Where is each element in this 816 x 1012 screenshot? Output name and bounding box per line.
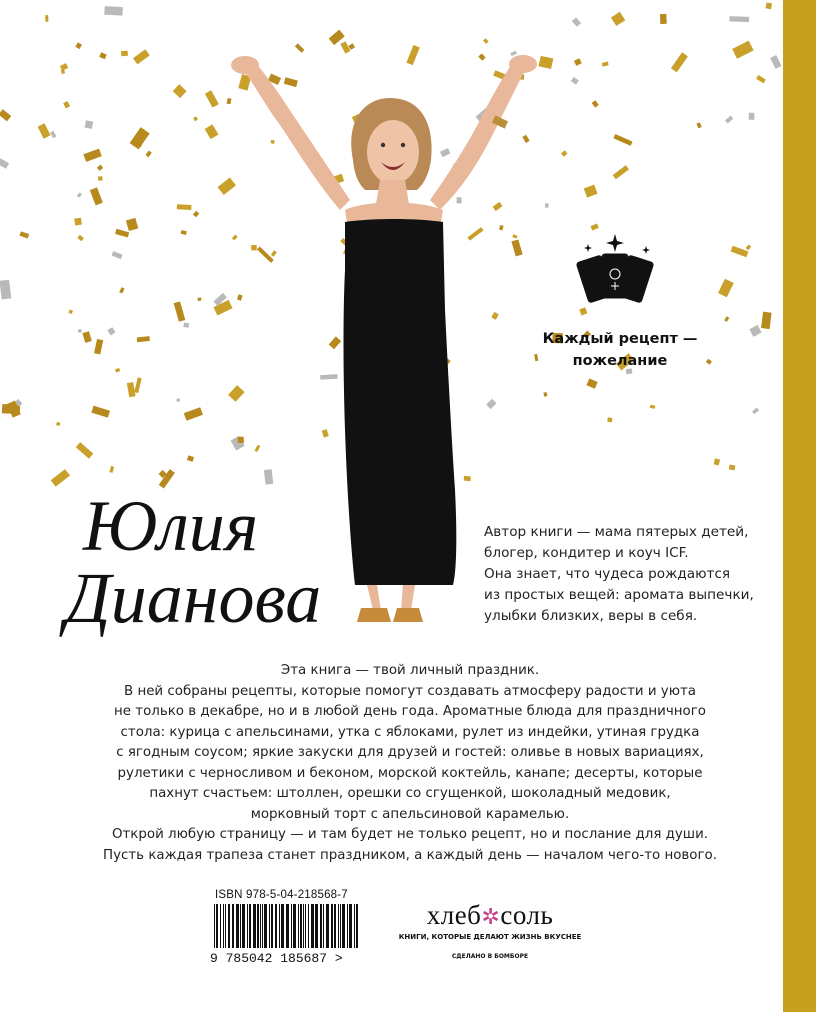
logo-part2: соль (500, 900, 554, 930)
description-line: Эта книга — твой личный праздник. (280, 663, 540, 678)
barcode-bar (214, 904, 215, 948)
confetti-piece (115, 368, 120, 373)
confetti-piece (181, 230, 187, 235)
confetti-piece (197, 297, 201, 301)
confetti-piece (99, 52, 107, 59)
confetti-piece (193, 116, 198, 121)
confetti-piece (183, 323, 189, 328)
description-line: Открой любую страницу — и там будет не только рецепт, но и послание для души. (111, 827, 709, 842)
confetti-piece (732, 41, 753, 59)
confetti-piece (45, 15, 48, 22)
description-line: Пусть каждая трапеза станет праздником, а каждый день — началом чего-то нового. (103, 847, 717, 863)
confetti-piece (115, 229, 129, 238)
barcode-bar (342, 904, 345, 948)
confetti-piece (82, 331, 91, 343)
confetti-piece (184, 407, 203, 420)
barcode-bar (298, 904, 299, 948)
barcode-bar (228, 904, 230, 948)
barcode-bar (253, 904, 256, 948)
gold-spine-stripe (783, 0, 816, 1012)
barcode-bar (257, 904, 259, 948)
barcode-bar (279, 904, 280, 948)
confetti-piece (752, 408, 759, 415)
confetti-piece (483, 38, 489, 44)
confetti-piece (590, 223, 598, 230)
confetti-piece (134, 377, 141, 393)
confetti-piece (766, 2, 772, 9)
confetti-piece (119, 287, 124, 293)
barcode-bar (320, 904, 322, 948)
barcode-bar (249, 904, 251, 948)
confetti-piece (20, 231, 30, 238)
confetti-piece (586, 378, 597, 388)
barcode-bar (269, 904, 270, 948)
confetti-piece (78, 329, 82, 333)
barcode-bar (338, 904, 339, 948)
author-first-name: Юлия (83, 486, 259, 566)
barcode-bar (281, 904, 284, 948)
confetti-piece (714, 458, 721, 465)
confetti-piece (725, 115, 733, 123)
barcode-bar (326, 904, 329, 948)
confetti-piece (75, 42, 82, 49)
confetti-piece (571, 77, 579, 85)
confetti-piece (90, 187, 103, 205)
confetti-piece (112, 251, 123, 259)
description-line: В ней собраны рецепты, которые помогут создавать атмосферу радости и уюта (124, 683, 696, 699)
confetti-piece (611, 12, 625, 26)
confetti-piece (133, 49, 150, 64)
book-description (60, 661, 760, 866)
barcode-bar (331, 904, 333, 948)
confetti-piece (121, 51, 128, 57)
barcode-digits: 9 785042 185687 > (210, 951, 343, 966)
confetti-piece (746, 245, 752, 251)
isbn-text: ISBN 978-5-04-218568-7 (215, 889, 348, 901)
barcode-bar (286, 904, 289, 948)
barcode-bar (291, 904, 292, 948)
confetti-piece (756, 75, 766, 83)
confetti-piece (83, 149, 101, 162)
confetti-piece (145, 151, 151, 158)
barcode-bar (260, 904, 261, 948)
description-line: стола: курица с апельсинами, утка с яблоками, рулет из индейки, утиная грудка (120, 724, 700, 740)
author-last-name: Дианова (65, 558, 322, 638)
confetti-piece (584, 185, 598, 198)
confetti-piece (38, 123, 51, 138)
publisher-block (390, 900, 590, 960)
author-name (55, 472, 355, 642)
description-line: рулетики с черносливом и беконом, морской коктейль, канапе; десерты, которые (117, 765, 703, 781)
bio-line: из простых вещей: аромата выпечки, (484, 587, 754, 603)
confetti-piece (718, 279, 734, 298)
confetti-piece (126, 218, 138, 231)
confetti-piece (731, 246, 749, 257)
confetti-piece (104, 6, 123, 16)
confetti-piece (607, 417, 612, 422)
barcode-bar (240, 904, 241, 948)
confetti-piece (137, 336, 150, 342)
confetti-piece (91, 406, 110, 418)
publisher-logo (390, 900, 590, 931)
barcode-bar (232, 904, 234, 948)
confetti-piece (572, 17, 581, 26)
confetti-piece (56, 422, 60, 426)
barcode-bar (225, 904, 226, 948)
confetti-piece (761, 312, 772, 329)
barcode-bar (236, 904, 239, 948)
confetti-piece (660, 14, 667, 24)
confetti-piece (0, 280, 11, 300)
description-line: пахнут счастьем: штоллен, орешки со сгущенкой, шоколадный медовик, (149, 786, 671, 801)
barcode-bar (305, 904, 306, 948)
confetti-piece (724, 316, 729, 322)
confetti-piece (77, 235, 84, 241)
barcode-bar (308, 904, 309, 948)
barcode-bar (264, 904, 267, 948)
confetti-piece (329, 30, 345, 45)
barcode-bar (216, 904, 218, 948)
description-line: с ягодным соусом; яркие закуски для друзей и гостей: оливье в новых вариациях, (116, 745, 704, 760)
confetti-piece (696, 122, 701, 128)
description-line: не только в декабре, но и в любой день года. Ароматные блюда для праздничного (114, 704, 706, 719)
confetti-piece (98, 176, 103, 180)
confetti-piece (0, 158, 9, 169)
badge-caption (520, 328, 720, 372)
barcode-bar (271, 904, 273, 948)
confetti-piece (173, 84, 187, 98)
confetti-piece (50, 131, 56, 138)
barcode-bar (356, 904, 358, 948)
barcode-bar (334, 904, 336, 948)
badge-line1: Каждый рецепт — (542, 331, 698, 347)
confetti-piece (107, 327, 115, 335)
bio-line: Она знает, что чудеса рождаются (484, 566, 731, 582)
bio-line: Автор книги — мама пятерых детей, (484, 524, 749, 540)
confetti-piece (177, 204, 192, 210)
confetti-piece (348, 43, 355, 50)
confetti-piece (0, 109, 11, 121)
badge-line2: пожелание (572, 353, 668, 369)
barcode-bar (340, 904, 341, 948)
confetti-piece (76, 442, 94, 459)
confetti-piece (613, 134, 632, 146)
publisher-made: СДЕЛАНО В БОМБОРЕ (451, 953, 529, 960)
confetti-piece (729, 465, 736, 471)
barcode-bar (300, 904, 302, 948)
confetti-piece (729, 16, 749, 22)
confetti-piece (193, 211, 199, 218)
bio-line: блогер, кондитер и коуч ICF. (484, 545, 689, 561)
flower-icon: ✲ (481, 904, 501, 929)
confetti-piece (174, 301, 186, 321)
confetti-piece (94, 339, 103, 355)
confetti-piece (749, 113, 755, 120)
logo-part1: хлеб (426, 900, 482, 930)
confetti-piece (97, 165, 103, 171)
barcode-bar (223, 904, 224, 948)
barcode-bar (315, 904, 318, 948)
confetti-piece (187, 455, 194, 461)
confetti-piece (650, 405, 655, 409)
confetti-piece (85, 120, 94, 129)
author-bio (484, 522, 784, 627)
publisher-tagline: КНИГИ, КОТОРЫЕ ДЕЛАЮТ ЖИЗНЬ ВКУСНЕЕ (398, 933, 582, 941)
tarot-cards-icon (560, 232, 670, 312)
description-line: морковный торт с апельсиновой карамелью. (250, 806, 570, 822)
barcode-bar (293, 904, 296, 948)
barcode-bar (349, 904, 352, 948)
barcode-bar (354, 904, 355, 948)
barcode-bar (220, 904, 221, 948)
confetti-piece (592, 100, 599, 107)
barcode-bar (323, 904, 324, 948)
confetti-piece (574, 58, 582, 66)
barcode-bar (262, 904, 263, 948)
bio-line: улыбки близких, веры в себя. (484, 608, 698, 624)
barcode (210, 888, 370, 968)
barcode-bar (247, 904, 248, 948)
confetti-piece (74, 218, 82, 226)
barcode-bar (303, 904, 304, 948)
confetti-piece (61, 69, 65, 74)
confetti-piece (130, 127, 150, 149)
barcode-bar (242, 904, 245, 948)
barcode-bar (275, 904, 277, 948)
confetti-piece (602, 62, 609, 67)
confetti-piece (127, 382, 136, 397)
barcode-bar (347, 904, 348, 948)
barcode-bar (311, 904, 314, 948)
confetti-piece (63, 101, 70, 108)
confetti-piece (770, 55, 781, 69)
confetti-piece (749, 325, 761, 337)
confetti-piece (613, 165, 629, 179)
confetti-piece (68, 309, 73, 314)
confetti-piece (176, 398, 180, 401)
confetti-piece (671, 52, 688, 72)
confetti-piece (77, 192, 82, 197)
